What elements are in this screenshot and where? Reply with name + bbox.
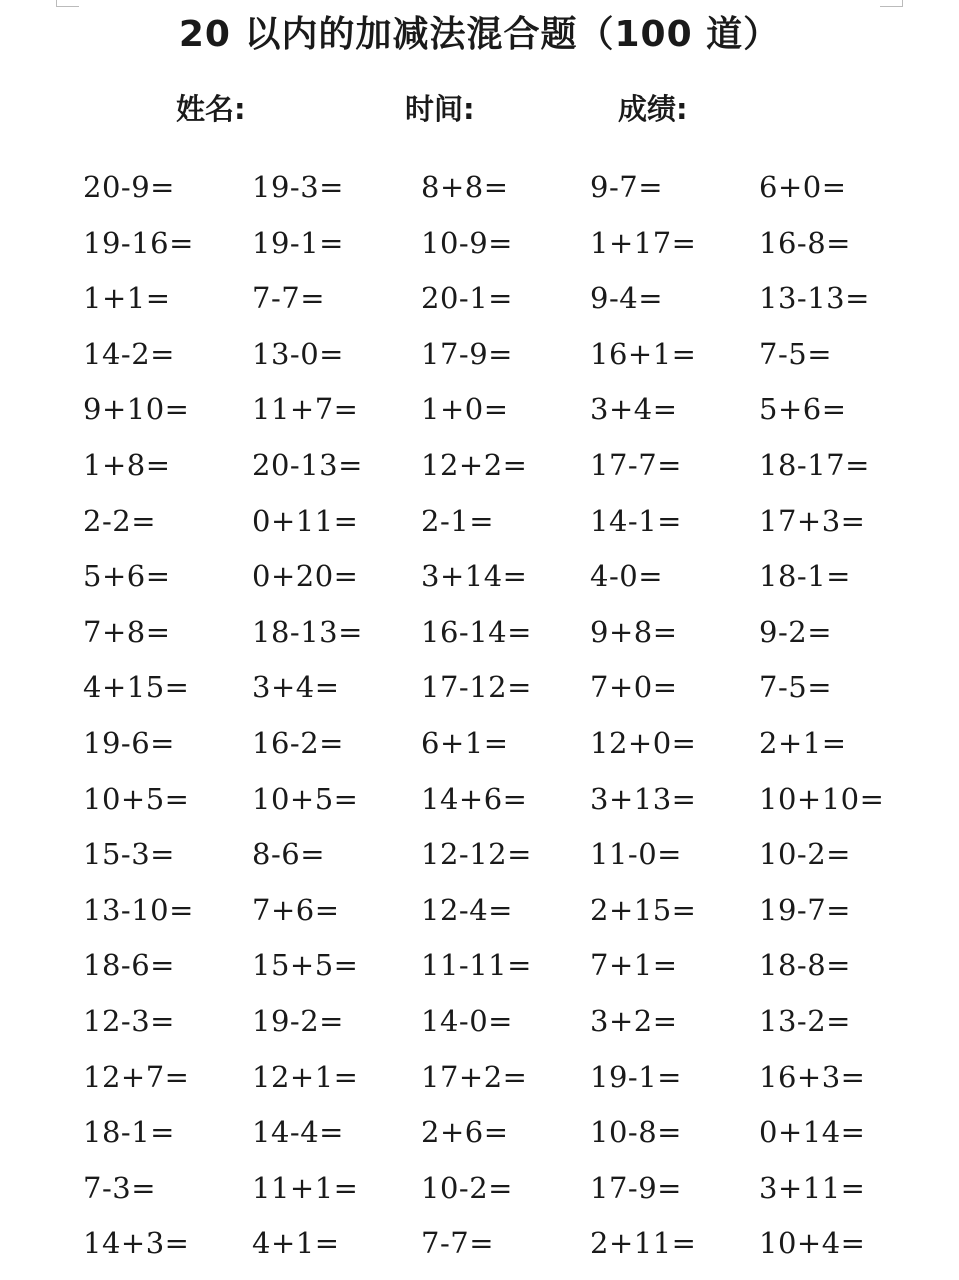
arithmetic-problem: 10-2= — [421, 1170, 513, 1205]
arithmetic-problem: 2-1= — [421, 503, 494, 538]
arithmetic-problem: 10-8= — [590, 1115, 682, 1150]
arithmetic-problem: 3+11= — [759, 1170, 866, 1205]
arithmetic-problem: 19-1= — [590, 1059, 682, 1094]
arithmetic-problem: 16-2= — [252, 725, 344, 760]
arithmetic-problem: 16+1= — [590, 336, 697, 371]
arithmetic-problem: 13-2= — [759, 1003, 851, 1038]
arithmetic-problem: 11-0= — [590, 837, 682, 872]
arithmetic-problem: 1+17= — [590, 225, 697, 260]
arithmetic-problem: 15+5= — [252, 948, 359, 983]
arithmetic-problem: 18-8= — [759, 948, 851, 983]
arithmetic-problem: 7-7= — [421, 1226, 494, 1261]
arithmetic-problem: 14+6= — [421, 781, 528, 816]
arithmetic-problem: 3+2= — [590, 1003, 678, 1038]
arithmetic-problem: 4+1= — [252, 1226, 340, 1261]
arithmetic-problem: 7+0= — [590, 670, 678, 705]
arithmetic-problem: 2+6= — [421, 1115, 509, 1150]
page-corner-mark-left — [56, 0, 79, 7]
arithmetic-problem: 7-7= — [252, 281, 325, 316]
arithmetic-problem: 19-1= — [252, 225, 344, 260]
arithmetic-problem: 14-2= — [83, 336, 175, 371]
arithmetic-problem: 1+1= — [83, 281, 171, 316]
arithmetic-problem: 11+1= — [252, 1170, 359, 1205]
arithmetic-problem: 4+15= — [83, 670, 190, 705]
arithmetic-problem: 13-10= — [83, 892, 194, 927]
page-corner-mark-right — [880, 0, 903, 7]
arithmetic-problem: 18-6= — [83, 948, 175, 983]
arithmetic-problem: 14-4= — [252, 1115, 344, 1150]
arithmetic-problem: 12+2= — [421, 447, 528, 482]
arithmetic-problem: 10+5= — [252, 781, 359, 816]
arithmetic-problem: 14-1= — [590, 503, 682, 538]
arithmetic-problem: 9-7= — [590, 170, 663, 204]
arithmetic-problem: 12+7= — [83, 1059, 190, 1094]
arithmetic-problem: 2-2= — [83, 503, 156, 538]
arithmetic-problem: 10+10= — [759, 781, 885, 816]
student-info-row — [0, 86, 959, 132]
arithmetic-problem: 2+11= — [590, 1226, 697, 1261]
arithmetic-problem: 2+15= — [590, 892, 697, 927]
arithmetic-problem: 20-9= — [83, 170, 175, 204]
arithmetic-problem: 19-2= — [252, 1003, 344, 1038]
arithmetic-problem: 18-13= — [252, 614, 363, 649]
arithmetic-problem: 5+6= — [759, 392, 847, 427]
arithmetic-problem: 17+2= — [421, 1059, 528, 1094]
arithmetic-problem: 12+0= — [590, 725, 697, 760]
arithmetic-problem: 12+1= — [252, 1059, 359, 1094]
arithmetic-problem: 9+8= — [590, 614, 678, 649]
name-label: 姓名: — [176, 92, 246, 126]
arithmetic-problem: 18-1= — [83, 1115, 175, 1150]
arithmetic-problem: 9-4= — [590, 281, 663, 316]
arithmetic-problem: 11+7= — [252, 392, 359, 427]
arithmetic-problem: 19-6= — [83, 725, 175, 760]
problem-grid — [83, 160, 943, 1272]
arithmetic-problem: 7-3= — [83, 1170, 156, 1205]
arithmetic-problem: 3+4= — [252, 670, 340, 705]
arithmetic-problem: 15-3= — [83, 837, 175, 872]
arithmetic-problem: 17-7= — [590, 447, 682, 482]
arithmetic-problem: 12-4= — [421, 892, 513, 927]
arithmetic-problem: 16+3= — [759, 1059, 866, 1094]
arithmetic-problem: 7+8= — [83, 614, 171, 649]
arithmetic-problem: 19-7= — [759, 892, 851, 927]
arithmetic-problem: 11-11= — [421, 948, 532, 983]
time-label: 时间: — [405, 92, 475, 126]
arithmetic-problem: 8-6= — [252, 837, 325, 872]
arithmetic-problem: 7-5= — [759, 336, 832, 371]
arithmetic-problem: 9-2= — [759, 614, 832, 649]
arithmetic-problem: 19-16= — [83, 225, 194, 260]
arithmetic-problem: 6+1= — [421, 725, 509, 760]
arithmetic-problem: 10-2= — [759, 837, 851, 872]
arithmetic-problem: 6+0= — [759, 170, 847, 204]
arithmetic-problem: 17-9= — [590, 1170, 682, 1205]
arithmetic-problem: 0+14= — [759, 1115, 866, 1150]
arithmetic-problem: 10+5= — [83, 781, 190, 816]
arithmetic-problem: 1+0= — [421, 392, 509, 427]
arithmetic-problem: 13-13= — [759, 281, 870, 316]
arithmetic-problem: 17+3= — [759, 503, 866, 538]
score-label: 成绩: — [618, 92, 688, 126]
arithmetic-problem: 7+1= — [590, 948, 678, 983]
arithmetic-problem: 20-13= — [252, 447, 363, 482]
arithmetic-problem: 1+8= — [83, 447, 171, 482]
arithmetic-problem: 2+1= — [759, 725, 847, 760]
arithmetic-problem: 3+14= — [421, 559, 528, 594]
arithmetic-problem: 5+6= — [83, 559, 171, 594]
arithmetic-problem: 3+4= — [590, 392, 678, 427]
arithmetic-problem: 7+6= — [252, 892, 340, 927]
arithmetic-problem: 3+13= — [590, 781, 697, 816]
arithmetic-problem: 12-12= — [421, 837, 532, 872]
arithmetic-problem: 8+8= — [421, 170, 509, 204]
arithmetic-problem: 20-1= — [421, 281, 513, 316]
arithmetic-problem: 14-0= — [421, 1003, 513, 1038]
arithmetic-problem: 14+3= — [83, 1226, 190, 1261]
arithmetic-problem: 18-1= — [759, 559, 851, 594]
arithmetic-problem: 0+11= — [252, 503, 359, 538]
arithmetic-problem: 10+4= — [759, 1226, 866, 1261]
worksheet-title: 20 以内的加减法混合题（100 道） — [178, 14, 781, 55]
arithmetic-problem: 17-9= — [421, 336, 513, 371]
arithmetic-problem: 16-14= — [421, 614, 532, 649]
arithmetic-problem: 9+10= — [83, 392, 190, 427]
arithmetic-problem: 17-12= — [421, 670, 532, 705]
arithmetic-problem: 10-9= — [421, 225, 513, 260]
arithmetic-problem: 13-0= — [252, 336, 344, 371]
arithmetic-problem: 16-8= — [759, 225, 851, 260]
arithmetic-problem: 0+20= — [252, 559, 359, 594]
arithmetic-problem: 4-0= — [590, 559, 663, 594]
arithmetic-problem: 18-17= — [759, 447, 870, 482]
arithmetic-problem: 12-3= — [83, 1003, 175, 1038]
arithmetic-problem: 7-5= — [759, 670, 832, 705]
arithmetic-problem: 19-3= — [252, 170, 344, 204]
